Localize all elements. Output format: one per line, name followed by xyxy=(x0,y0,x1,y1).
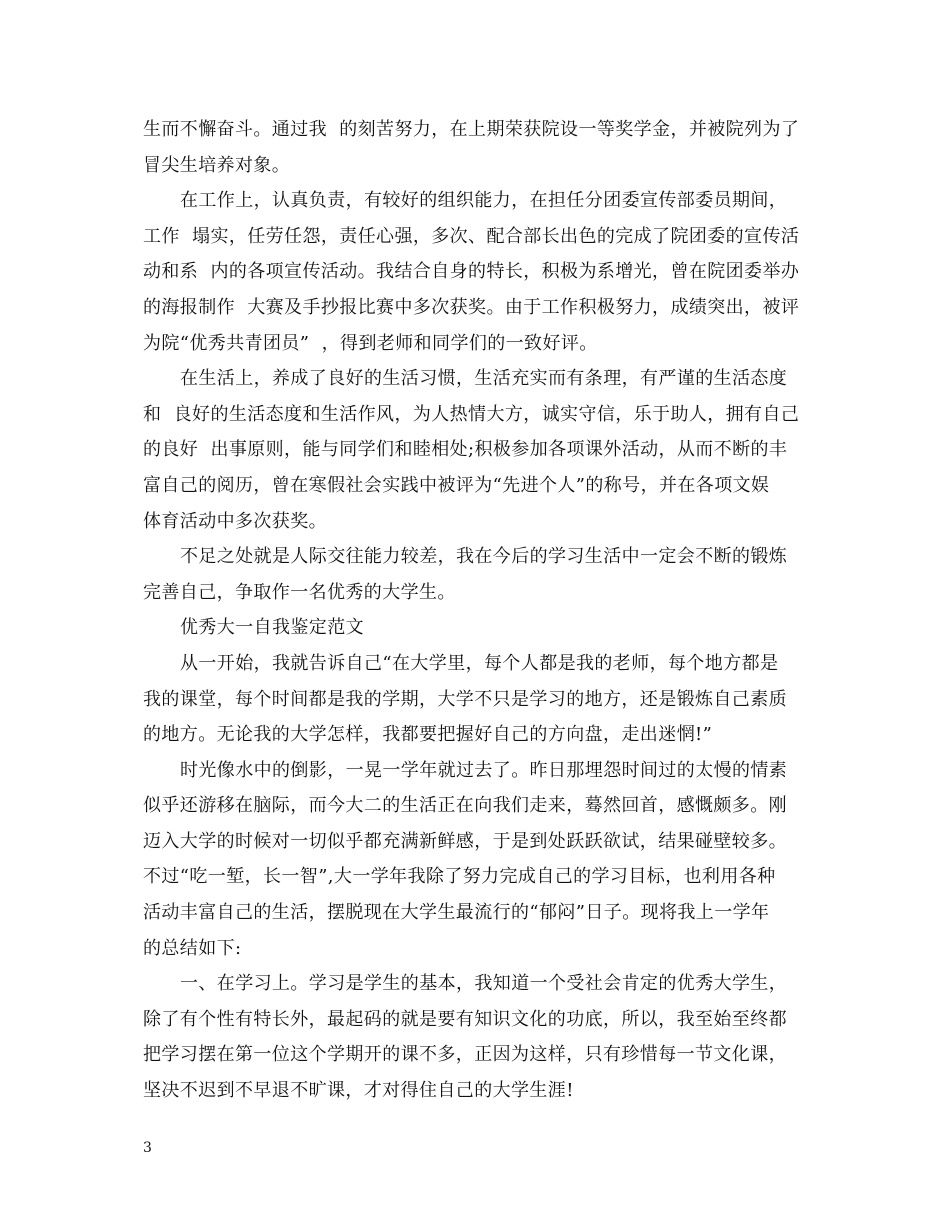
paragraph-5 xyxy=(143,646,808,753)
text-line: 从一开始，我就告诉自己“在大学里，每个人都是我的老师，每个地方都是 xyxy=(180,652,779,674)
paragraph-6 xyxy=(143,753,808,967)
text-line: 似乎还游移在脑际，而今大二的生活正在向我们走来，蓦然回首，感慨颇多。刚 xyxy=(143,795,787,817)
text-line: 坚决不迟到不早退不旷课，才对得住自己的大学生涯! xyxy=(143,1080,574,1102)
text-line: 为院“优秀共青团员” ，得到老师和同学们的一致好评。 xyxy=(143,332,598,354)
text-line: 把学习摆在第一位这个学期开的课不多，正因为这样，只有珍惜每一节文化课， xyxy=(143,1044,787,1066)
text-line: 不足之处就是人际交往能力较差，我在今后的学习生活中一定会不断的锻炼 xyxy=(180,546,788,568)
text-line: 迈入大学的时候对一切似乎都充满新鲜感，于是到处跃跃欲试，结果碰壁较多。 xyxy=(143,830,787,852)
paragraph-2 xyxy=(143,183,808,361)
text-line: 不过“吃一堑，长一智”,大一学年我除了努力完成自己的学习目标，也利用各种 xyxy=(143,866,776,888)
text-line: 的总结如下: xyxy=(143,937,242,959)
paragraph-3 xyxy=(143,361,808,539)
text-line: 除了有个性有特长外，最起码的就是要有知识文化的功底，所以，我至始至终都 xyxy=(143,1008,787,1030)
text-line: 活动丰富自己的生活，摆脱现在大学生最流行的“郁闷”日子。现将我上一学年 xyxy=(143,902,770,924)
text-line: 和 良好的生活态度和生活作风，为人热情大方，诚实守信，乐于助人，拥有自己 xyxy=(143,403,800,425)
page-number: 3 xyxy=(143,1140,152,1156)
paragraph-7 xyxy=(143,966,808,1108)
text-line: 生而不懈奋斗。通过我 的刻苦努力，在上期荣获院设一等奖学金，并被院列为了 xyxy=(143,119,800,140)
text-line: 在工作上，认真负责，有较好的组织能力，在担任分团委宣传部委员期间， xyxy=(180,190,788,212)
text-line: 工作 塌实，任劳任怨，责任心强，多次、配合部长出色的完成了院团委的宣传活 xyxy=(143,225,800,247)
text-line: 富自己的阅历，曾在寒假社会实践中被评为“先进个人”的称号，并在各项文娱 xyxy=(143,474,770,496)
text-line: 完善自己，争取作一名优秀的大学生。 xyxy=(143,581,456,603)
text-line: 体育活动中多次获奖。 xyxy=(143,510,327,532)
text-line: 在生活上，养成了良好的生活习惯，生活充实而有条理，有严谨的生活态度 xyxy=(180,368,788,390)
text-line: 的地方。无论我的大学怎样，我都要把握好自己的方向盘，走出迷惘!” xyxy=(143,724,713,746)
section-heading xyxy=(143,610,808,646)
document-body xyxy=(143,112,808,1109)
text-line: 我的课堂，每个时间都是我的学期，大学不只是学习的地方，还是锻炼自己素质 xyxy=(143,688,787,710)
text-line: 的海报制作 大赛及手抄报比赛中多次获奖。由于工作积极努力，成绩突出，被评 xyxy=(143,296,800,318)
text-line: 一、在学习上。学习是学生的基本，我知道一个受社会肯定的优秀大学生， xyxy=(180,973,788,995)
text-line: 时光像水中的倒影，一晃一学年就过去了。昨日那埋怨时间过的太慢的情素 xyxy=(180,759,788,781)
paragraph-1 xyxy=(143,112,808,183)
text-line: 冒尖生培养对象。 xyxy=(143,154,291,176)
text-line: 的良好 出事原则，能与同学们和睦相处;积极参加各项课外活动，从而不断的丰 xyxy=(143,439,788,461)
heading-text: 优秀大一自我鉴定范文 xyxy=(180,617,364,639)
paragraph-4 xyxy=(143,539,808,610)
text-line: 动和系 内的各项宣传活动。我结合自身的特长，积极为系增光，曾在院团委举办 xyxy=(143,261,800,283)
